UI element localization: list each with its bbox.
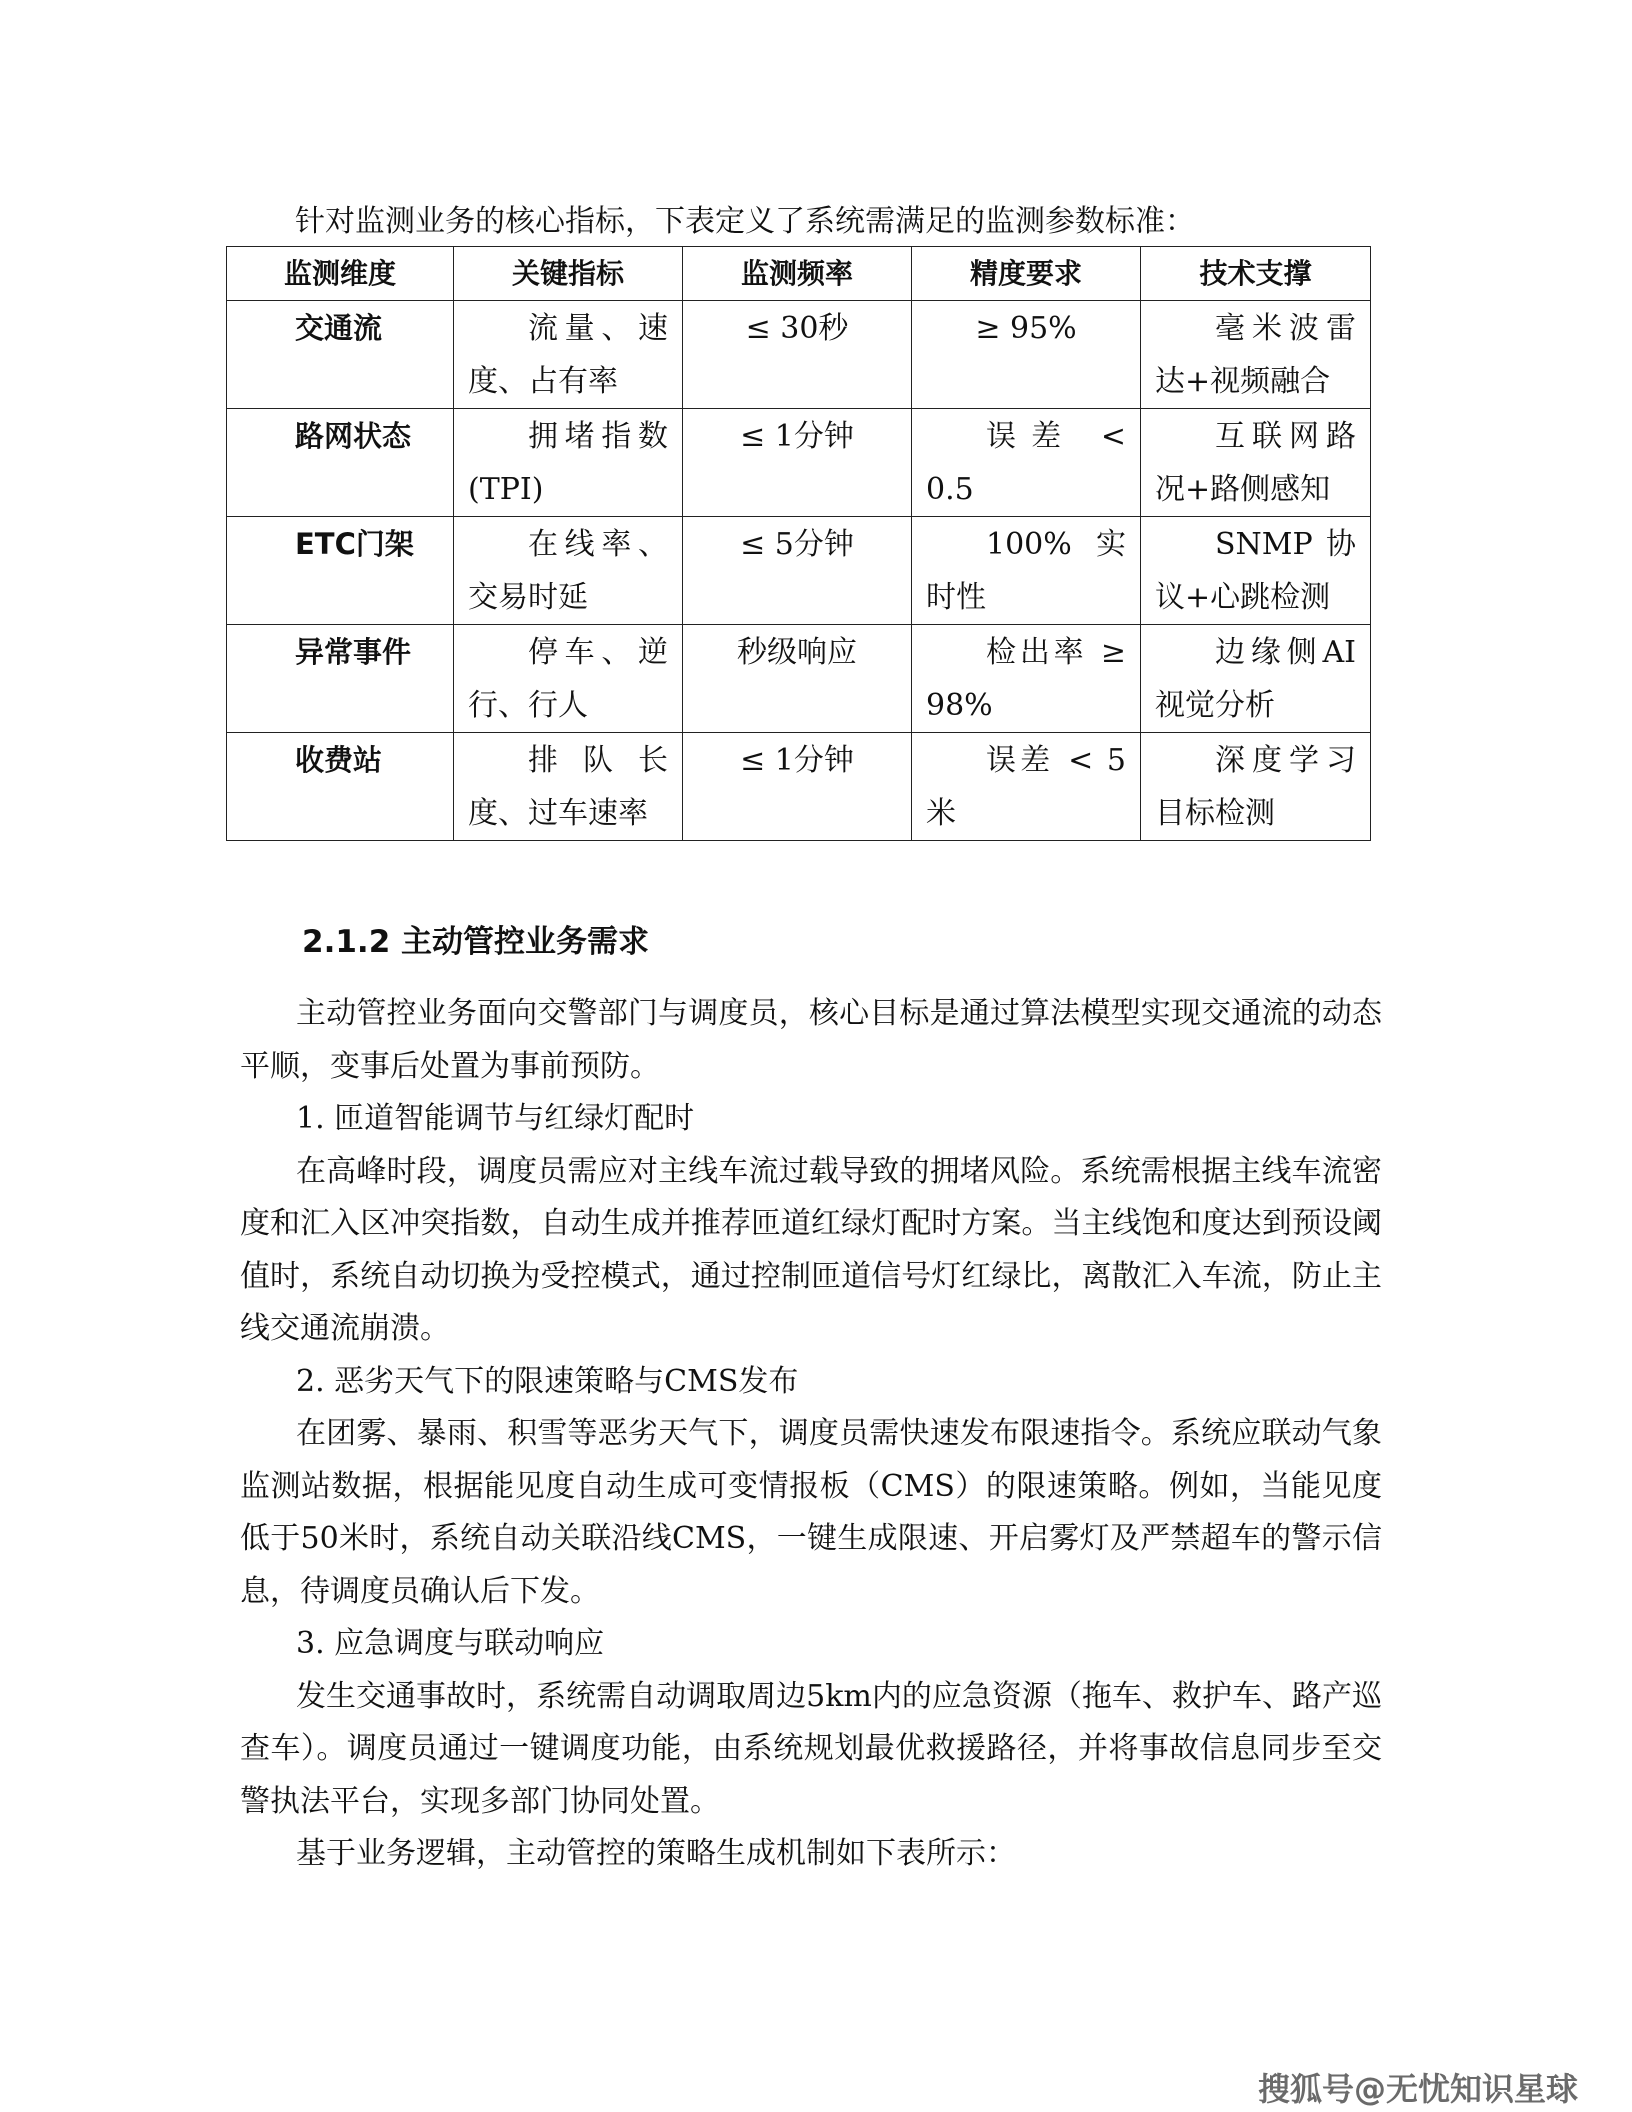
list-item-title: 1. 匝道智能调节与红绿灯配时 xyxy=(296,1101,695,1136)
cell-accuracy: 误差 < 5米 xyxy=(912,733,1141,841)
paragraph: 在高峰时段，调度员需应对主线车流过载导致的拥堵风险。系统需根据主线车流密度和汇入区冲突指数，自动生成并推荐匝道红绿灯配时方案。当主线饱和度达到预设阈值时，系统自动切换为受控模式，通过控制匝道信号灯红绿比，离散汇入车流，防止主线交通流崩溃。 xyxy=(240,1153,1382,1346)
paragraph: 主动管控业务面向交警部门与调度员，核心目标是通过算法模型实现交通流的动态平顺，变事后处置为事前预防。 xyxy=(240,996,1382,1084)
cell-technology: 毫米波雷达+视频融合 xyxy=(1141,301,1371,409)
cell-dimension: 交通流 xyxy=(227,301,454,409)
cell-frequency: ≤ 1分钟 xyxy=(683,733,912,841)
header-accuracy: 精度要求 xyxy=(912,247,1141,301)
table-row xyxy=(227,517,1371,625)
cell-technology: 深度学习目标检测 xyxy=(1141,733,1371,841)
paragraph: 基于业务逻辑，主动管控的策略生成机制如下表所示： xyxy=(296,1836,1016,1871)
cell-dimension: ETC门架 xyxy=(227,517,454,625)
paragraph: 发生交通事故时，系统需自动调取周边5km内的应急资源（拖车、救护车、路产巡查车）。调度员通过一键调度功能，由系统规划最优救援路径，并将事故信息同步至交警执法平台，实现多部门协同处置。 xyxy=(240,1678,1382,1819)
header-frequency: 监测频率 xyxy=(683,247,912,301)
header-key-metric: 关键指标 xyxy=(454,247,683,301)
cell-accuracy: 检出率 ≥ 98% xyxy=(912,625,1141,733)
cell-technology: SNMP协议+心跳检测 xyxy=(1141,517,1371,625)
table-row xyxy=(227,625,1371,733)
cell-frequency: ≤ 1分钟 xyxy=(683,409,912,517)
cell-frequency: 秒级响应 xyxy=(683,625,912,733)
list-item-title: 3. 应急调度与联动响应 xyxy=(296,1626,605,1661)
cell-key-metric: 排队长度、过车速率 xyxy=(454,733,683,841)
paragraph: 在团雾、暴雨、积雪等恶劣天气下，调度员需快速发布限速指令。系统应联动气象监测站数据，根据能见度自动生成可变情报板（CMS）的限速策略。例如，当能见度低于50米时，系统自动关联沿线CMS，一键生成限速、开启雾灯及严禁超车的警示信息，待调度员确认后下发。 xyxy=(240,1416,1382,1609)
cell-frequency: ≤ 5分钟 xyxy=(683,517,912,625)
cell-accuracy: 100% 实时性 xyxy=(912,517,1141,625)
cell-accuracy: ≥ 95% xyxy=(912,301,1141,409)
section-body xyxy=(240,988,1382,1881)
watermark: 搜狐号@无忧知识星球 xyxy=(1257,2070,1578,2108)
cell-dimension: 收费站 xyxy=(227,733,454,841)
table-header-row xyxy=(227,247,1371,301)
cell-key-metric: 流量、速度、占有率 xyxy=(454,301,683,409)
section-heading: 2.1.2 主动管控业务需求 xyxy=(302,924,650,960)
list-item-title: 2. 恶劣天气下的限速策略与CMS发布 xyxy=(296,1363,799,1399)
table-row xyxy=(227,301,1371,409)
cell-accuracy: 误差 < 0.5 xyxy=(912,409,1141,517)
intro-text: 针对监测业务的核心指标，下表定义了系统需满足的监测参数标准： xyxy=(295,204,1195,239)
cell-dimension: 异常事件 xyxy=(227,625,454,733)
cell-technology: 互联网路况+路侧感知 xyxy=(1141,409,1371,517)
header-technology: 技术支撑 xyxy=(1141,247,1371,301)
monitoring-standards-table xyxy=(226,246,1371,841)
cell-key-metric: 停车、逆行、行人 xyxy=(454,625,683,733)
header-dimension: 监测维度 xyxy=(227,247,454,301)
cell-key-metric: 拥堵指数(TPI) xyxy=(454,409,683,517)
cell-technology: 边缘侧AI视觉分析 xyxy=(1141,625,1371,733)
table-row xyxy=(227,409,1371,517)
cell-dimension: 路网状态 xyxy=(227,409,454,517)
cell-key-metric: 在线率、交易时延 xyxy=(454,517,683,625)
table-row xyxy=(227,733,1371,841)
cell-frequency: ≤ 30秒 xyxy=(683,301,912,409)
